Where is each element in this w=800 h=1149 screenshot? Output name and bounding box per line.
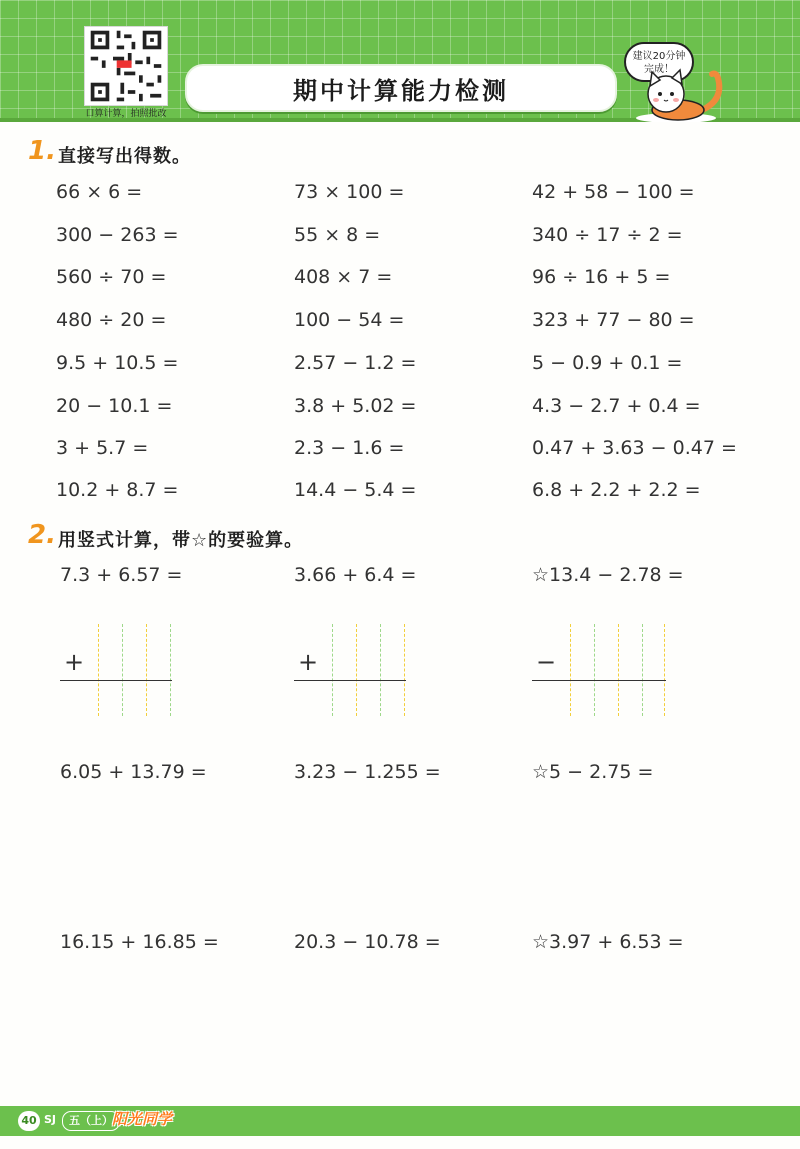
guide-line xyxy=(594,624,595,716)
guide-line xyxy=(404,624,405,716)
bubble-line-2: 完成！ xyxy=(644,64,674,75)
problem: ☆13.4 − 2.78 = xyxy=(532,564,684,586)
problem: 6.8 + 2.2 + 2.2 = xyxy=(532,479,701,501)
guide-line xyxy=(618,624,619,716)
problem: 6.05 + 13.79 = xyxy=(60,761,207,783)
problem: 42 + 58 − 100 = xyxy=(532,181,695,203)
guide-line xyxy=(98,624,99,716)
problem: 73 × 100 = xyxy=(294,181,405,203)
guide-line xyxy=(170,624,171,716)
problem: 96 ÷ 16 + 5 = xyxy=(532,266,671,288)
guide-line xyxy=(642,624,643,716)
qr-caption: 口算计算，拍照批改 xyxy=(85,109,167,119)
problem: 7.3 + 6.57 = xyxy=(60,564,183,586)
brand-logo: 阳光同学 xyxy=(112,1110,173,1128)
problem: 3 + 5.7 = xyxy=(56,437,149,459)
plus-sign: + xyxy=(298,648,319,676)
page-title: 期中计算能力检测 xyxy=(293,76,509,105)
guide-line xyxy=(146,624,147,716)
problem: 66 × 6 = xyxy=(56,181,143,203)
problem: ☆5 − 2.75 = xyxy=(532,761,654,783)
problem: 4.3 − 2.7 + 0.4 = xyxy=(532,395,701,417)
difference-line xyxy=(532,680,666,681)
guide-line xyxy=(570,624,571,716)
problem: 0.47 + 3.63 − 0.47 = xyxy=(532,437,737,459)
problem: 323 + 77 − 80 = xyxy=(532,309,695,331)
qr-code-icon[interactable] xyxy=(84,26,168,106)
plus-sign: + xyxy=(64,648,85,676)
problem: 16.15 + 16.85 = xyxy=(60,931,219,953)
problem: 3.23 − 1.255 = xyxy=(294,761,441,783)
vertical-calc-area[interactable] xyxy=(294,624,414,720)
section-1-number: 1. xyxy=(28,136,56,166)
title-banner xyxy=(185,64,617,112)
section-2-title: 用竖式计算，带☆的要验算。 xyxy=(58,530,304,551)
section-2-number: 2. xyxy=(28,520,56,550)
problem: ☆3.97 + 6.53 = xyxy=(532,931,684,953)
grade-label: 五（上） xyxy=(62,1111,120,1131)
vertical-calc-area[interactable] xyxy=(60,624,180,720)
problem: 10.2 + 8.7 = xyxy=(56,479,179,501)
problem: 20 − 10.1 = xyxy=(56,395,173,417)
problem: 3.8 + 5.02 = xyxy=(294,395,417,417)
problem: 20.3 − 10.78 = xyxy=(294,931,441,953)
problem: 100 − 54 = xyxy=(294,309,405,331)
guide-line xyxy=(380,624,381,716)
problem: 2.3 − 1.6 = xyxy=(294,437,405,459)
guide-line xyxy=(332,624,333,716)
vertical-calc-area[interactable] xyxy=(532,624,672,720)
page-number: 40 xyxy=(18,1111,40,1131)
problem: 55 × 8 = xyxy=(294,224,381,246)
guide-line xyxy=(356,624,357,716)
cat-mascot-icon xyxy=(632,64,728,122)
problem: 3.66 + 6.4 = xyxy=(294,564,417,586)
sum-line xyxy=(294,680,406,681)
section-1-title: 直接写出得数。 xyxy=(58,146,191,167)
guide-line xyxy=(664,624,665,716)
guide-line xyxy=(122,624,123,716)
problem: 340 ÷ 17 ÷ 2 = xyxy=(532,224,683,246)
problem: 560 ÷ 70 = xyxy=(56,266,167,288)
problem: 9.5 + 10.5 = xyxy=(56,352,179,374)
problem: 408 × 7 = xyxy=(294,266,393,288)
problem: 14.4 − 5.4 = xyxy=(294,479,417,501)
bubble-line-1: 建议20分钟 xyxy=(632,51,686,62)
series-code: SJ xyxy=(44,1113,57,1126)
minus-sign: − xyxy=(536,648,557,676)
problem: 2.57 − 1.2 = xyxy=(294,352,417,374)
problem: 5 − 0.9 + 0.1 = xyxy=(532,352,683,374)
problem: 300 − 263 = xyxy=(56,224,179,246)
sum-line xyxy=(60,680,172,681)
problem: 480 ÷ 20 = xyxy=(56,309,167,331)
